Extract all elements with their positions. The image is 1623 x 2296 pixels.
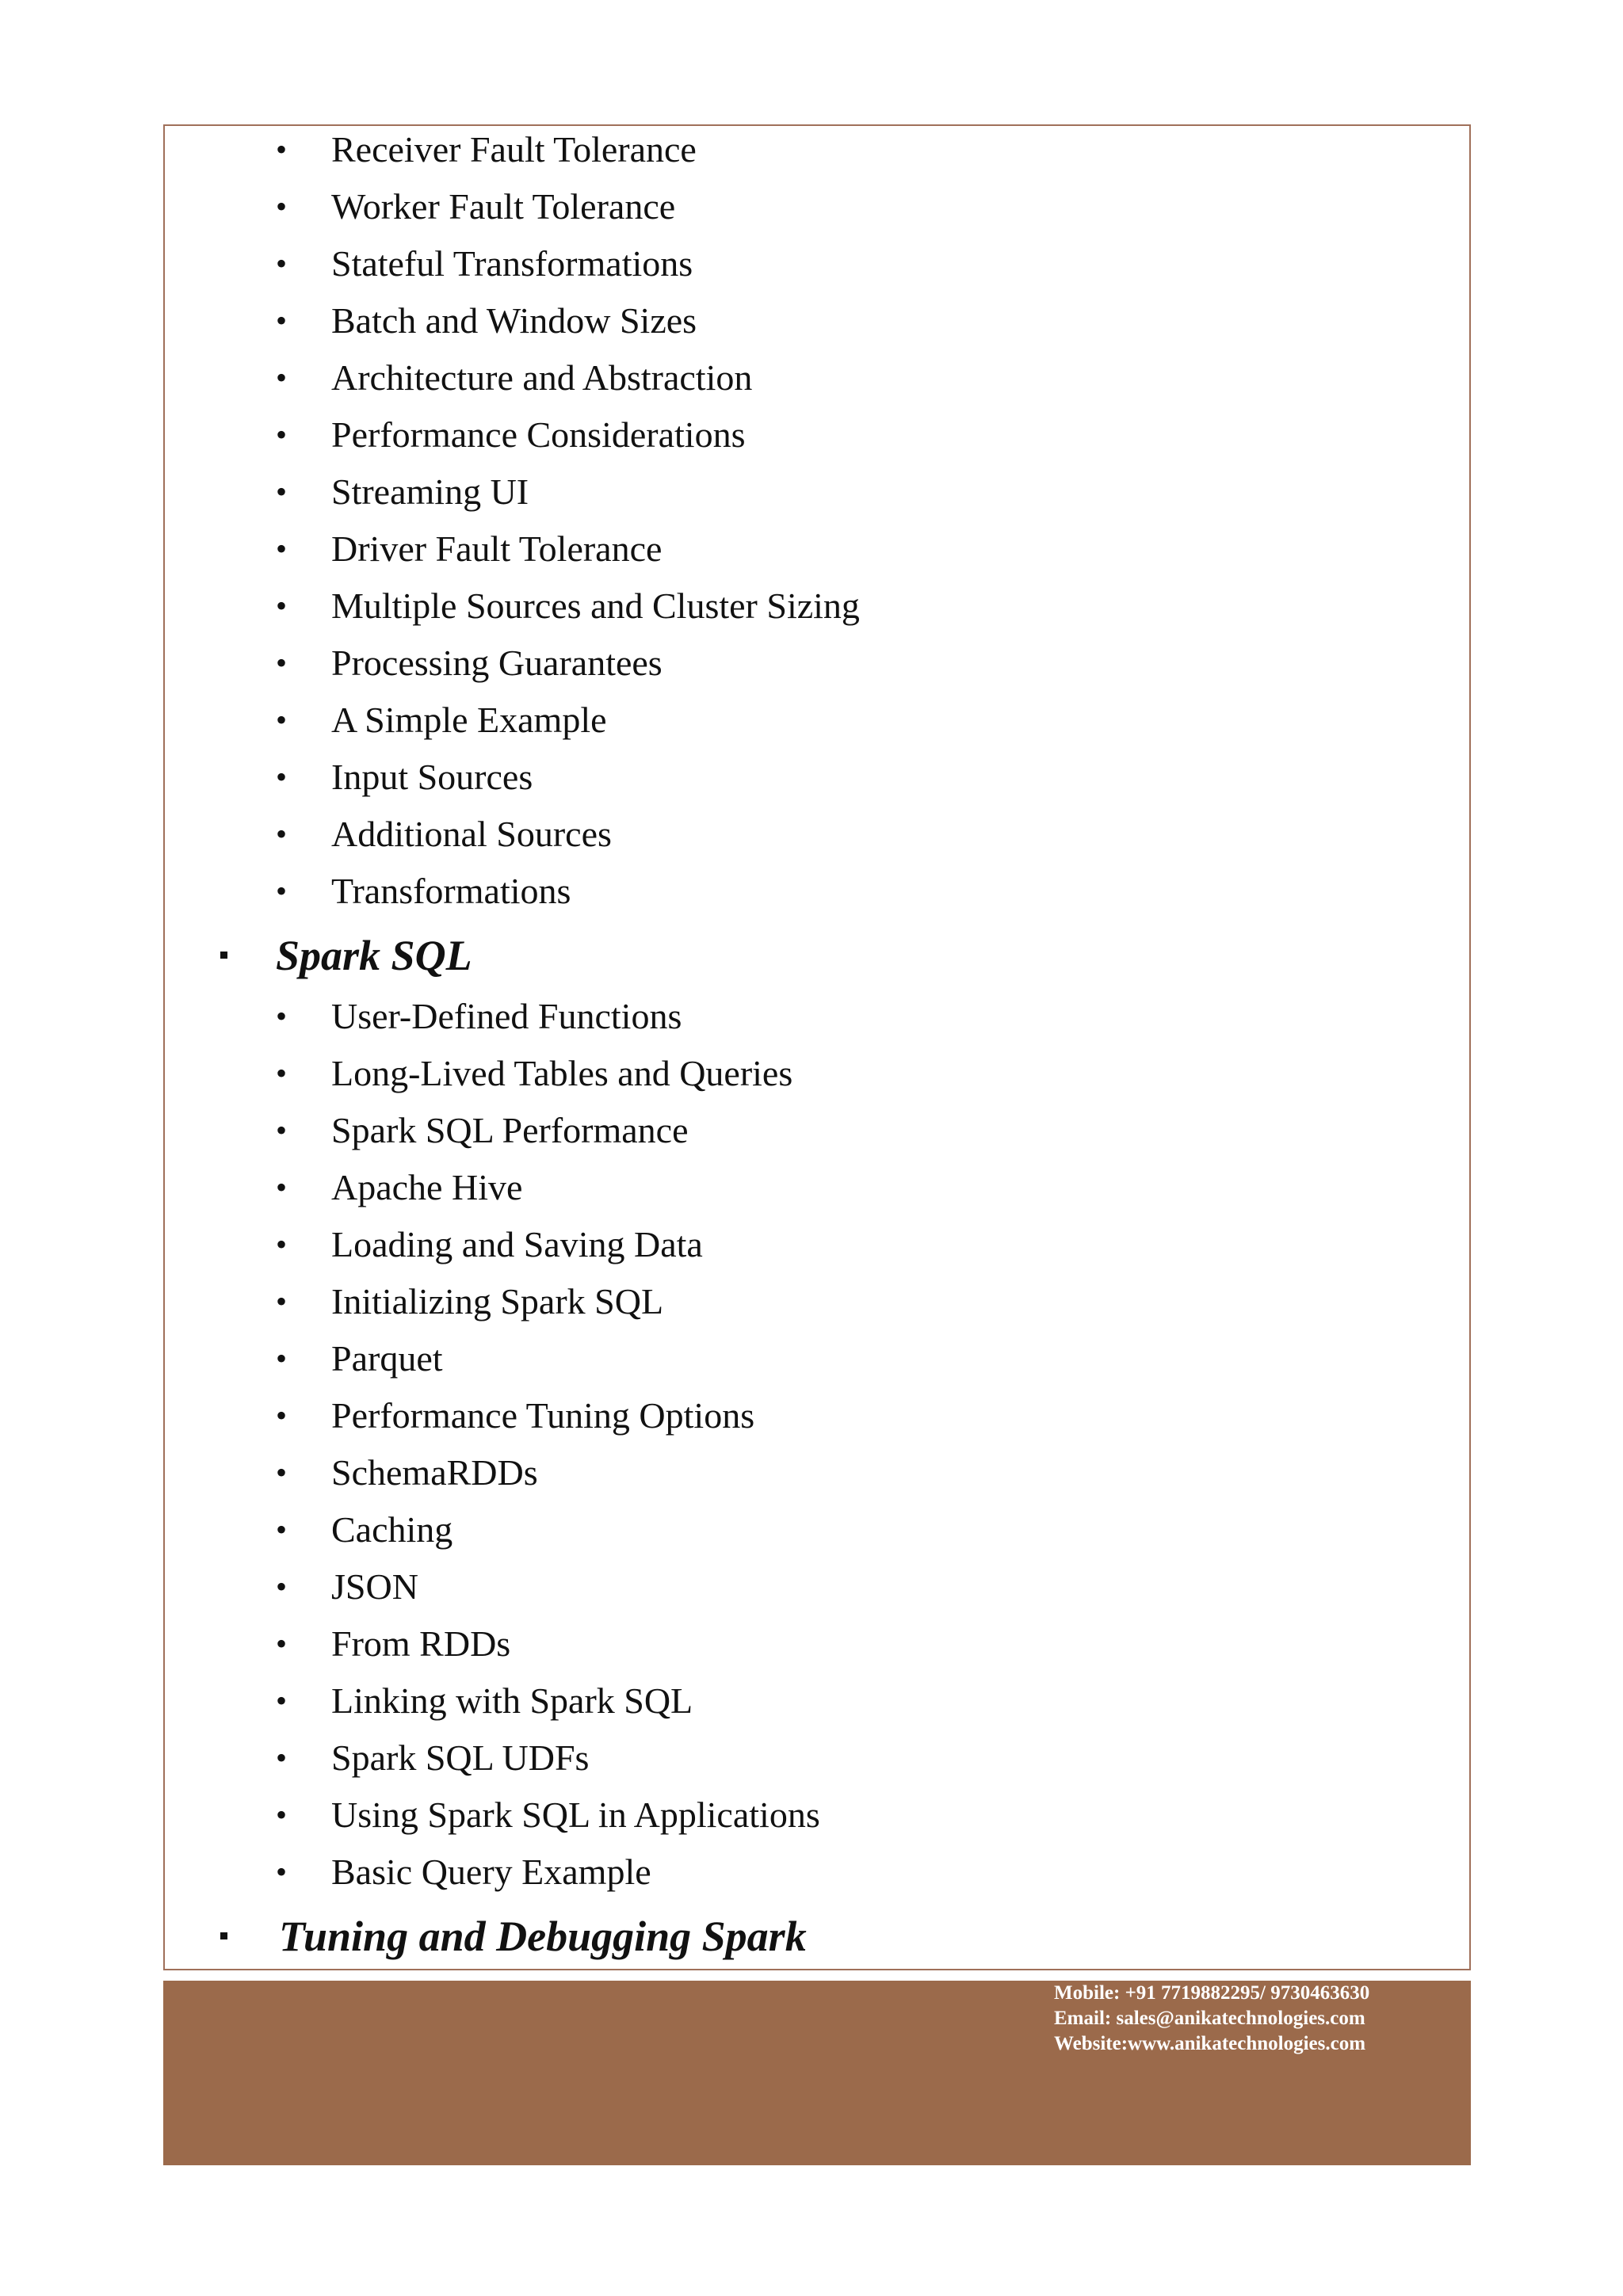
list-item-label: Linking with Spark SQL	[331, 1680, 693, 1721]
bullet-icon: •	[276, 1398, 288, 1433]
email-text: Email: sales@anikatechnologies.com	[1054, 2008, 1365, 2029]
footer-band	[163, 1981, 1471, 2165]
list-item-label: Driver Fault Tolerance	[331, 528, 663, 569]
bullet-icon: •	[276, 132, 288, 167]
bullet-icon: •	[276, 417, 288, 452]
bullet-icon: •	[276, 531, 288, 566]
bullet-icon: •	[276, 816, 288, 852]
mobile-text: Mobile: +91 7719882295/ 9730463630	[1054, 1982, 1370, 2004]
bullet-icon: •	[276, 246, 288, 281]
bullet-icon: •	[276, 189, 288, 224]
bullet-icon: •	[276, 1683, 288, 1718]
bullet-icon: •	[276, 1169, 288, 1205]
list-item-label: Basic Query Example	[331, 1852, 651, 1892]
list-item-label: Long-Lived Tables and Queries	[331, 1053, 793, 1093]
list-item-label: Batch and Window Sizes	[331, 300, 697, 341]
bullet-icon: •	[276, 1055, 288, 1091]
bullet-icon: •	[276, 645, 288, 681]
list-item-label: Additional Sources	[331, 814, 612, 854]
list-item-label: From RDDs	[331, 1623, 511, 1664]
bullet-icon: •	[276, 1455, 288, 1490]
bullet-icon: •	[276, 1740, 288, 1775]
section-title: Tuning and Debugging Spark	[279, 1913, 807, 1960]
bullet-icon: •	[276, 588, 288, 624]
list-item-label: Streaming UI	[331, 471, 529, 512]
content-frame	[163, 124, 1471, 1970]
list-item-label: Parquet	[331, 1338, 443, 1379]
bullet-icon: •	[276, 1569, 288, 1604]
list-item-label: Spark SQL UDFs	[331, 1737, 590, 1778]
list-item-label: JSON	[331, 1566, 418, 1607]
bullet-icon: •	[276, 873, 288, 909]
square-bullet-icon	[220, 952, 227, 959]
bullet-icon: •	[276, 1512, 288, 1547]
bullet-icon: •	[276, 303, 288, 338]
website-text: Website:www.anikatechnologies.com	[1054, 2033, 1366, 2054]
list-item-label: Multiple Sources and Cluster Sizing	[331, 585, 860, 626]
list-item-label: Performance Considerations	[331, 414, 746, 455]
bullet-icon: •	[276, 474, 288, 509]
bullet-icon: •	[276, 1854, 288, 1890]
list-item-label: Architecture and Abstraction	[331, 357, 753, 398]
bullet-icon: •	[276, 1283, 288, 1319]
section-title: Spark SQL	[276, 932, 472, 979]
list-item-label: Processing Guarantees	[331, 643, 663, 683]
bullet-icon: •	[276, 1626, 288, 1661]
square-bullet-icon	[220, 1932, 227, 1939]
bullet-icon: •	[276, 1341, 288, 1376]
bullet-icon: •	[276, 702, 288, 738]
list-item-label: Performance Tuning Options	[331, 1395, 755, 1436]
list-item-label: Receiver Fault Tolerance	[331, 129, 697, 170]
list-item-label: Caching	[331, 1509, 453, 1550]
list-item-label: Spark SQL Performance	[331, 1110, 689, 1150]
list-item-label: Transformations	[331, 871, 571, 911]
bullet-icon: •	[276, 998, 288, 1034]
list-item-label: Using Spark SQL in Applications	[331, 1794, 820, 1835]
list-item-label: A Simple Example	[331, 700, 607, 740]
bullet-icon: •	[276, 1112, 288, 1148]
list-item-label: Apache Hive	[331, 1167, 523, 1207]
bullet-icon: •	[276, 1226, 288, 1262]
contact-block	[1054, 1981, 1466, 2057]
list-item-label: Input Sources	[331, 757, 533, 797]
bullet-icon: •	[276, 759, 288, 795]
list-item-label: Worker Fault Tolerance	[331, 186, 676, 227]
list-item-label: SchemaRDDs	[331, 1452, 538, 1493]
list-item-label: Initializing Spark SQL	[331, 1281, 664, 1322]
list-item-label: Loading and Saving Data	[331, 1224, 703, 1264]
list-item-label: User-Defined Functions	[331, 996, 682, 1036]
bullet-icon: •	[276, 1797, 288, 1833]
bullet-icon: •	[276, 360, 288, 395]
list-item-label: Stateful Transformations	[331, 243, 693, 284]
